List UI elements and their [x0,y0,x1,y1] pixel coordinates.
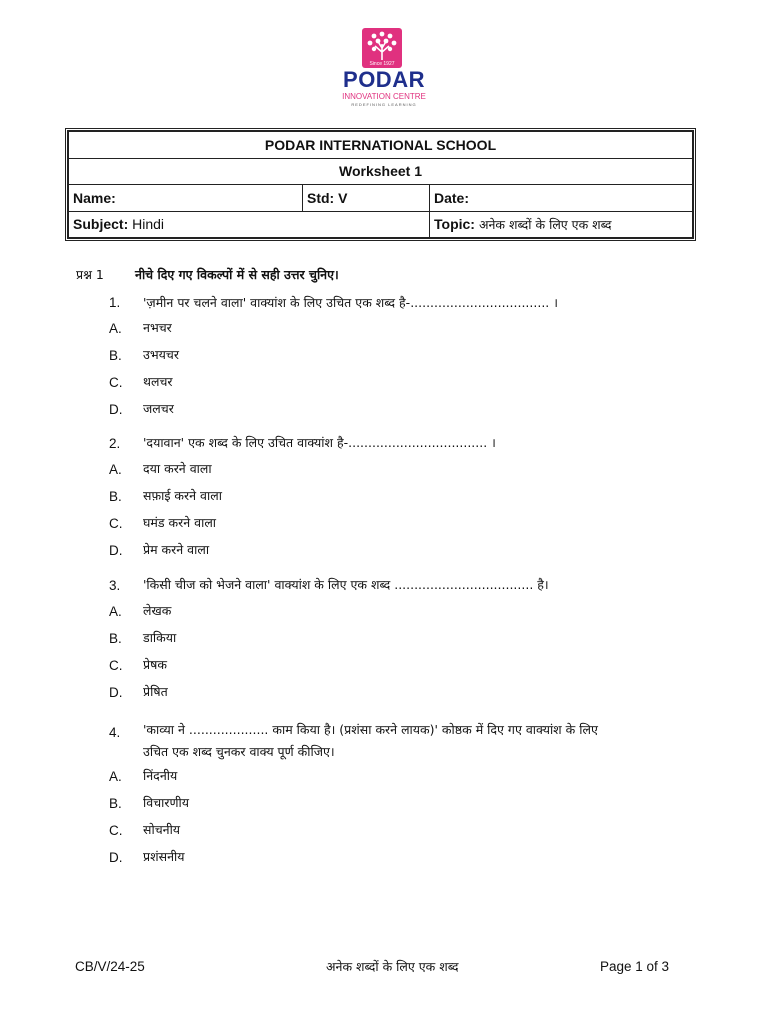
option-letter: A. [109,321,122,336]
option-text: नभचर [143,320,172,335]
worksheet-title: Worksheet 1 [69,158,693,185]
section-instruction: नीचे दिए गए विकल्पों में से सही उत्तर चुनिए। [135,267,339,282]
option-letter: D. [109,685,123,700]
option-letter: B. [109,489,122,504]
question-text: 'किसी चीज को भेजने वाला' वाक्यांश के लिए एक शब्द ................................... है। [143,577,549,592]
option-letter: D. [109,543,123,558]
school-name: PODAR INTERNATIONAL SCHOOL [69,132,693,159]
std-label: Std: V [303,185,430,212]
logo-tagline: REDEFINING LEARNING [351,102,417,107]
name-label: Name: [69,185,303,212]
logo-name: PODAR [343,67,425,92]
option-letter: D. [109,402,123,417]
option-text: घमंड करने वाला [143,515,217,530]
date-label: Date: [430,185,693,212]
option-text: सफ़ाई करने वाला [143,488,222,503]
option-text: प्रेषक [143,657,167,672]
option-text: प्रशंसनीय [143,849,185,864]
question-text-line2: उचित एक शब्द चुनकर वाक्य पूर्ण कीजिए। [143,744,335,759]
option-text: दया करने वाला [143,461,212,476]
question-text: 'ज़मीन पर चलने वाला' वाक्यांश के लिए उचित एक शब्द है-................................... । [143,295,558,310]
question-number: 2. [109,436,121,451]
question-text-line1: 'काव्या ने .................... काम किया है। (प्रशंसा करने लायक)' कोष्ठक में दिए गए वाक्यांश के लिए [143,722,598,737]
option-text: सोचनीय [143,822,181,837]
footer-topic: अनेक शब्दों के लिए एक शब्द [326,959,459,974]
topic-label: Topic: [434,215,475,232]
option-letter: A. [109,604,122,619]
question-number: 3. [109,578,121,593]
option-text: विचारणीय [143,795,190,810]
option-text: प्रेषित [143,684,168,699]
question-text: 'दयावान' एक शब्द के लिए उचित वाक्यांश है-................................... । [143,435,496,450]
subject-label: Subject: [73,216,129,233]
option-letter: C. [109,658,123,673]
option-letter: D. [109,850,123,865]
option-text: उभयचर [143,347,179,362]
logo-since: Since 1927 [369,61,395,67]
tree-icon [362,28,402,68]
option-text: लेखक [143,603,172,618]
topic-cell [430,211,693,238]
option-text: प्रेम करने वाला [143,542,210,557]
logo-subtitle: INNOVATION CENTRE [342,92,426,101]
option-letter: B. [109,796,122,811]
podar-logo [320,28,448,110]
option-letter: A. [109,769,122,784]
question-number: 1. [109,295,121,310]
section-label: प्रश्न 1 [76,267,104,282]
option-letter: B. [109,631,122,646]
subject-value: Hindi [128,216,165,233]
option-text: निंदनीय [143,768,178,783]
footer-code: CB/V/24-25 [75,959,145,974]
worksheet-header-table [65,128,696,241]
topic-value: अनेक शब्दों के लिए एक शब्द [474,216,612,232]
question-number: 4. [109,725,121,740]
option-text: डाकिया [143,630,177,645]
option-text: जलचर [143,401,174,416]
option-letter: C. [109,823,123,838]
option-letter: B. [109,348,122,363]
subject-cell [69,211,430,238]
option-letter: C. [109,375,123,390]
option-text: थलचर [143,374,173,389]
option-letter: C. [109,516,123,531]
footer-page-number: Page 1 of 3 [600,959,670,974]
option-letter: A. [109,462,122,477]
